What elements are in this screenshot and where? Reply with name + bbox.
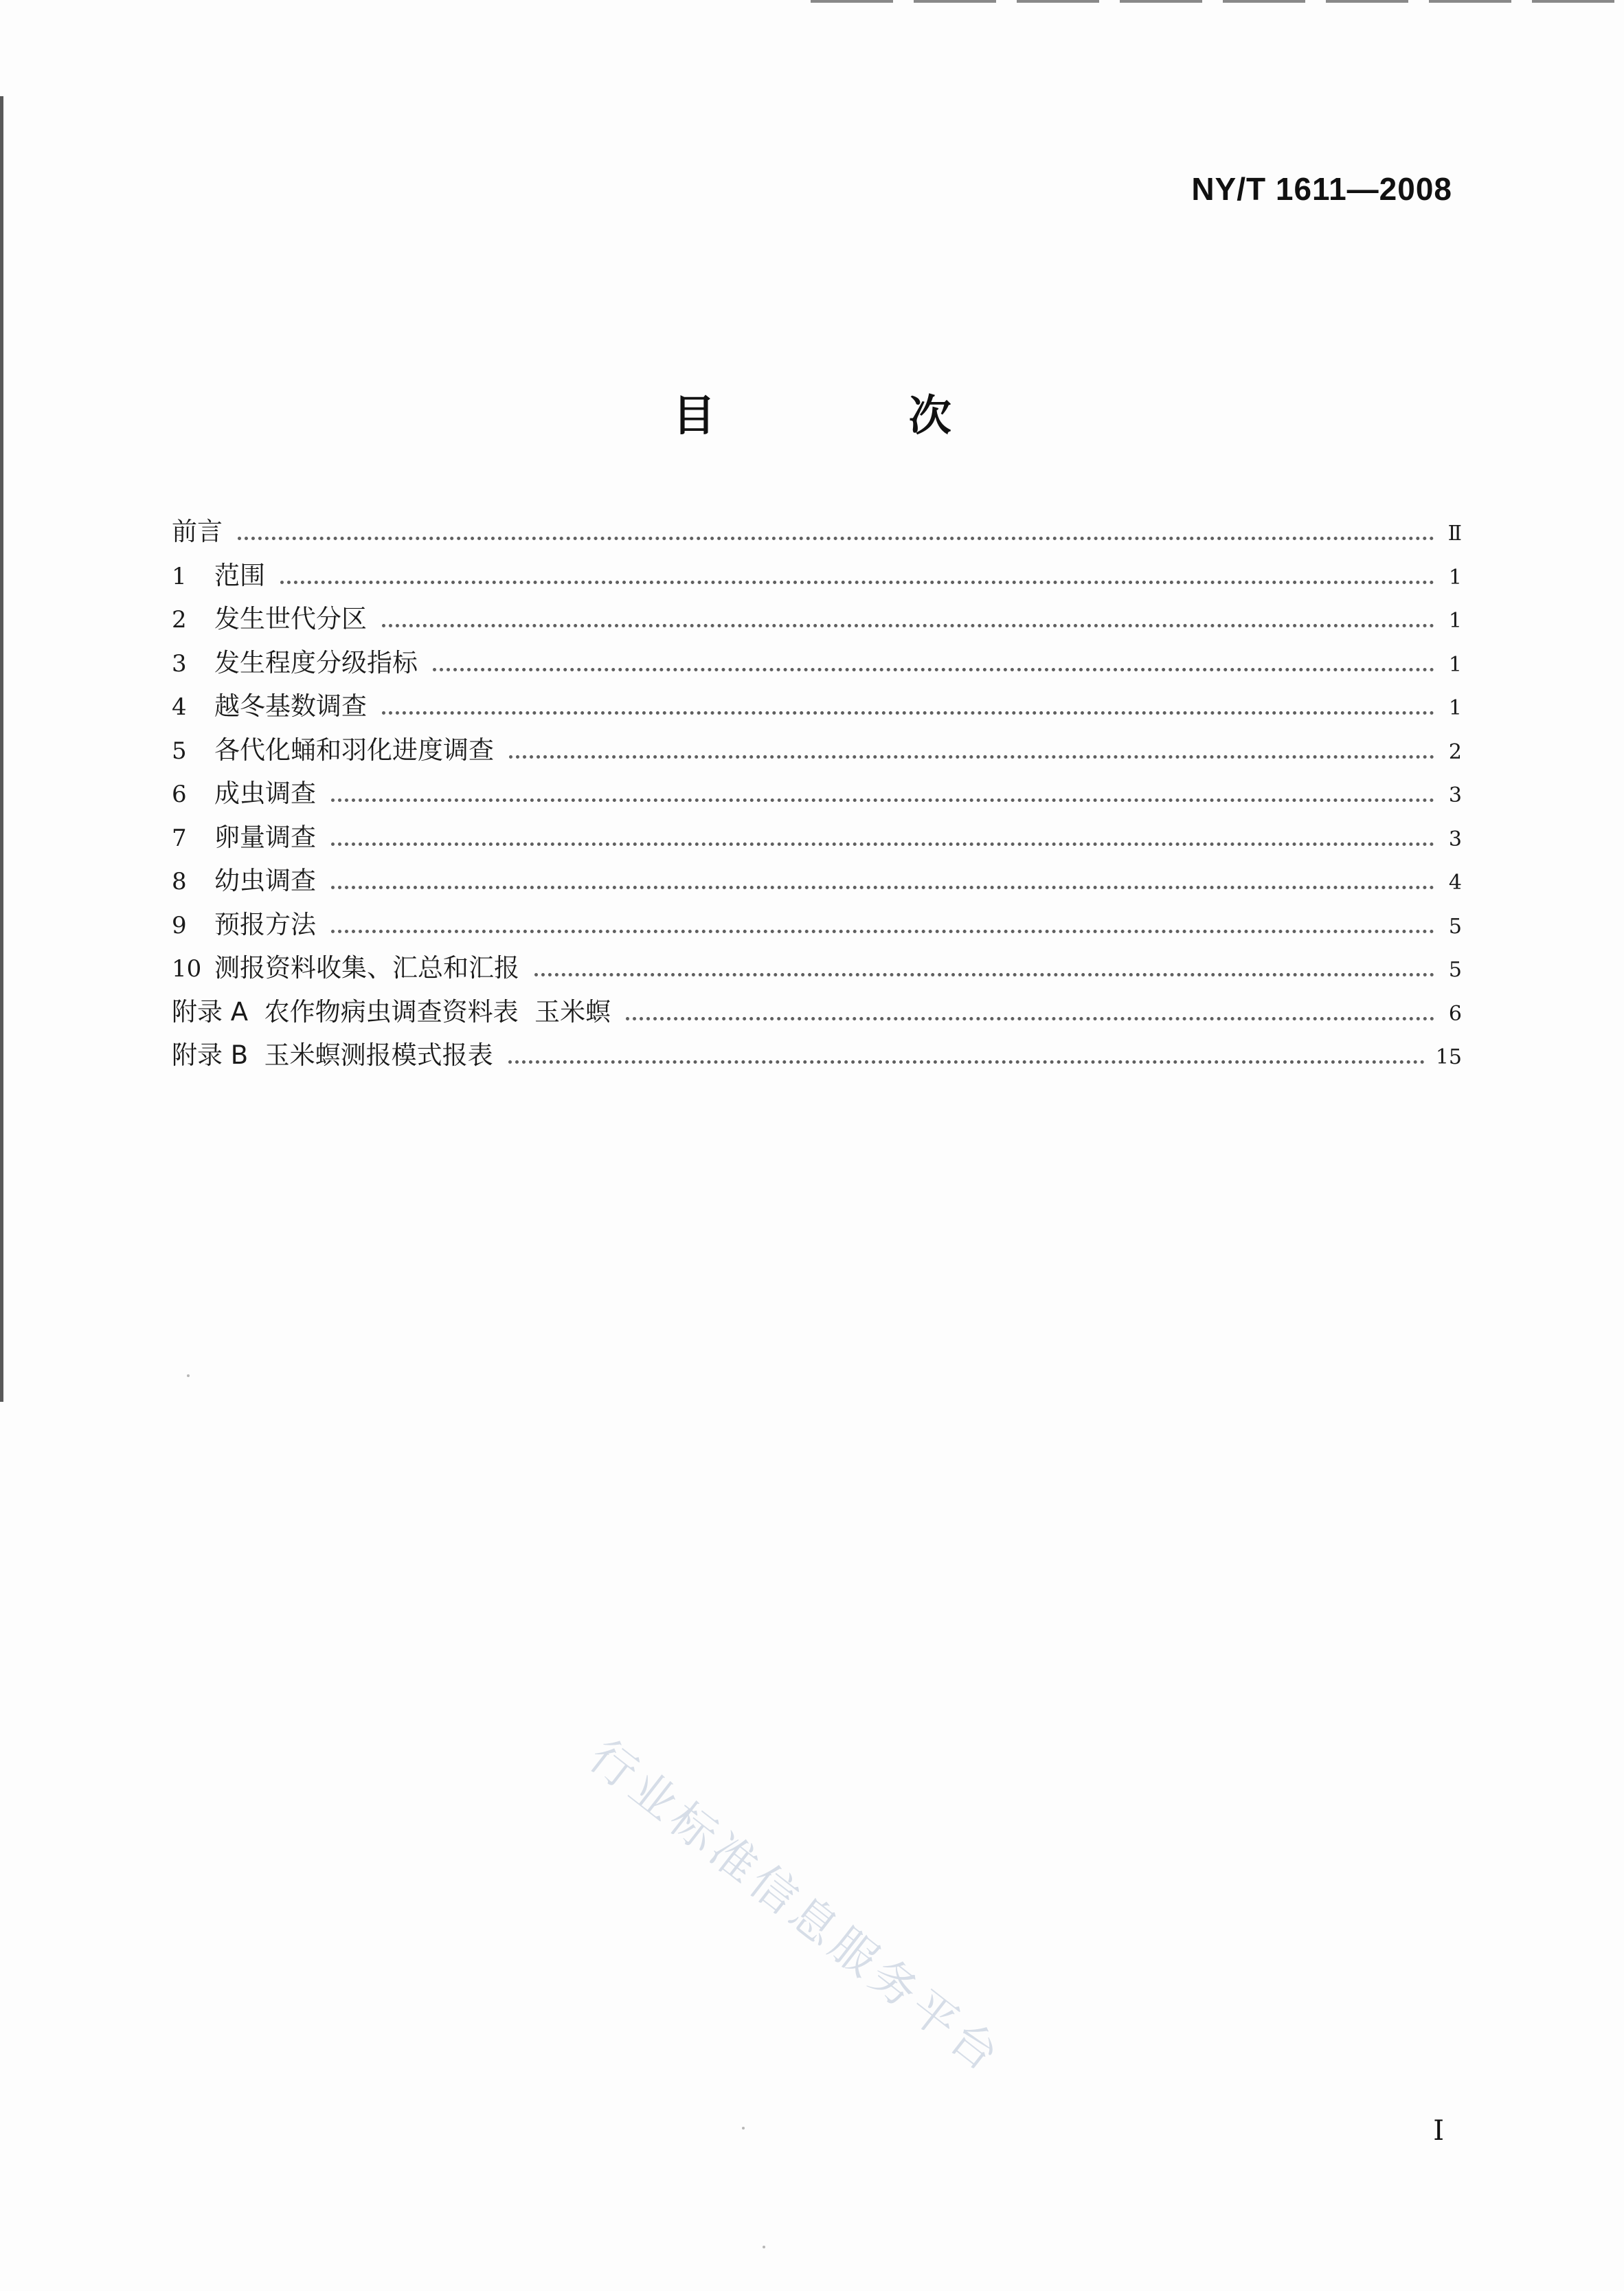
toc-entry-10[interactable] xyxy=(172,946,1462,990)
toc-entry-label: 卵量调查 xyxy=(214,822,316,852)
watermark: 行业标准信息服务平台 xyxy=(579,1729,1013,2085)
toc-entry-number: 6 xyxy=(172,781,187,808)
toc-entry-appendix-a[interactable] xyxy=(172,990,1462,1034)
toc-entry-8[interactable] xyxy=(172,859,1462,903)
toc-entry-2[interactable] xyxy=(172,597,1462,641)
toc-leader xyxy=(508,1060,1425,1064)
toc-entry-page: 3 xyxy=(1448,827,1462,851)
toc-entry-page: 5 xyxy=(1448,914,1462,939)
toc-entry-label: 范围 xyxy=(214,560,265,590)
toc-entry-number: 9 xyxy=(172,911,187,939)
toc-entry-label: 预报方法 xyxy=(214,909,316,939)
scan-speck xyxy=(742,2127,745,2130)
toc-entry-1[interactable] xyxy=(172,554,1462,598)
toc-entry-page: 1 xyxy=(1448,565,1462,590)
toc-title: 目 次 xyxy=(673,390,1041,440)
toc-entry-label: 幼虫调查 xyxy=(214,866,316,895)
toc-entry-number: 3 xyxy=(172,649,187,678)
toc-entry-3[interactable] xyxy=(172,641,1462,685)
scan-speck xyxy=(763,2246,765,2248)
toc-entry-number: 7 xyxy=(172,824,187,852)
toc-leader xyxy=(382,711,1434,715)
toc-leader xyxy=(509,755,1434,759)
toc-entry-number: 8 xyxy=(172,868,187,895)
toc-entry-foreword[interactable] xyxy=(172,510,1462,554)
toc-entry-number: 5 xyxy=(172,737,187,765)
toc-leader xyxy=(280,581,1434,584)
standard-code: NY/T 1611—2008 xyxy=(1191,171,1452,207)
toc-leader xyxy=(433,668,1434,671)
toc-entry-6[interactable] xyxy=(172,772,1462,816)
toc-entry-page: 3 xyxy=(1448,783,1462,807)
toc-entry-label: 越冬基数调查 xyxy=(214,691,367,721)
toc-entry-label: 各代化蛹和羽化进度调查 xyxy=(214,735,494,765)
table-of-contents xyxy=(172,510,1462,1077)
toc-entry-page: 15 xyxy=(1435,1045,1462,1069)
page-number: I xyxy=(1433,2115,1444,2147)
toc-leader xyxy=(331,842,1434,846)
toc-entry-4[interactable] xyxy=(172,684,1462,728)
toc-leader xyxy=(331,798,1434,802)
toc-entry-label: 成虫调查 xyxy=(214,779,316,808)
toc-entry-number: 10 xyxy=(172,955,202,983)
toc-entry-page: 1 xyxy=(1448,609,1462,633)
toc-leader xyxy=(331,930,1434,933)
toc-entry-label: 发生程度分级指标 xyxy=(214,647,418,678)
scan-speck xyxy=(187,1374,190,1377)
scan-binding-line xyxy=(0,96,3,1402)
toc-entry-number: 2 xyxy=(172,606,187,634)
toc-leader xyxy=(626,1017,1434,1020)
toc-entry-appendix-b[interactable] xyxy=(172,1033,1462,1077)
toc-entry-7[interactable] xyxy=(172,816,1462,860)
toc-entry-page: 1 xyxy=(1448,696,1462,720)
toc-entry-page: 1 xyxy=(1448,652,1462,677)
toc-leader xyxy=(238,537,1434,540)
toc-entry-label: 发生世代分区 xyxy=(214,604,367,634)
toc-leader xyxy=(534,973,1434,976)
toc-entry-label: 附录 B 玉米螟测报模式报表 xyxy=(172,1040,493,1070)
toc-entry-number: 1 xyxy=(172,562,187,590)
toc-entry-label: 附录 A 农作物病虫调查资料表 玉米螟 xyxy=(172,996,611,1027)
toc-entry-page: 2 xyxy=(1448,739,1462,764)
toc-entry-label: 前言 xyxy=(172,517,223,546)
toc-entry-9[interactable] xyxy=(172,903,1462,947)
toc-entry-page: 5 xyxy=(1448,958,1462,982)
scan-edge-artifact xyxy=(811,0,1624,3)
toc-entry-page: 6 xyxy=(1448,1001,1462,1026)
toc-entry-page: 4 xyxy=(1448,871,1462,895)
toc-entry-5[interactable] xyxy=(172,728,1462,772)
toc-leader xyxy=(331,886,1434,889)
toc-leader xyxy=(382,624,1434,627)
toc-entry-label: 测报资料收集、汇总和汇报 xyxy=(214,953,519,983)
toc-entry-page: Ⅱ xyxy=(1447,522,1462,546)
toc-entry-number: 4 xyxy=(172,693,187,721)
